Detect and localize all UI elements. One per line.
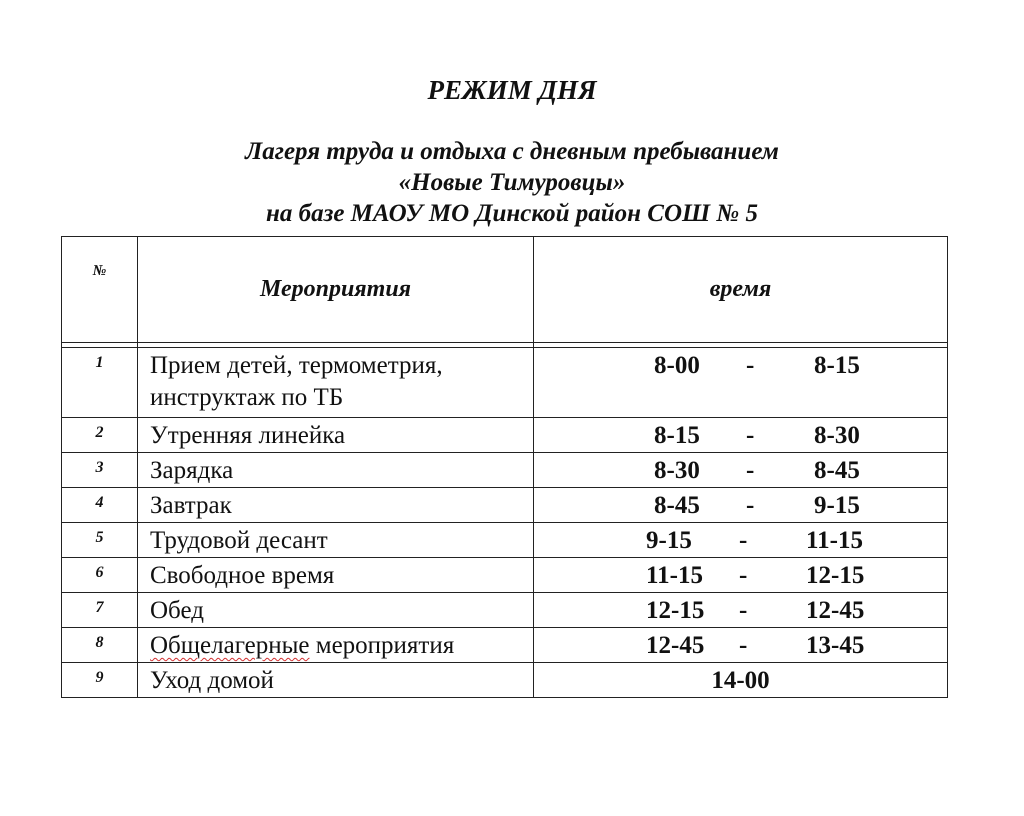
row-number: 8	[62, 628, 138, 663]
row-time-end: 12-45	[806, 597, 865, 624]
table-row	[62, 348, 948, 418]
row-activity: Трудовой десант	[138, 523, 534, 558]
row-activity: Свободное время	[138, 558, 534, 593]
row-activity-line: Прием детей, термометрия,	[150, 352, 443, 379]
row-time	[534, 453, 948, 488]
table-row	[62, 418, 948, 453]
row-activity: Зарядка	[138, 453, 534, 488]
row-activity	[138, 348, 534, 418]
row-time-dash: -	[739, 597, 748, 624]
row-activity	[138, 628, 534, 663]
table-row	[62, 488, 948, 523]
row-time-end: 13-45	[806, 632, 865, 659]
column-header-activity: Мероприятия	[138, 237, 534, 343]
row-time-end: 12-15	[806, 562, 865, 589]
row-time-end: 9-15	[814, 492, 860, 519]
row-activity: Обед	[138, 593, 534, 628]
row-activity-line: инструктаж по ТБ	[150, 384, 344, 411]
row-number: 6	[62, 558, 138, 593]
column-header-number: №	[62, 237, 138, 343]
row-time	[534, 488, 948, 523]
subtitle-line-3: на базе МАОУ МО Динской район СОШ № 5	[265, 200, 759, 227]
row-time-start: 8-30	[654, 457, 700, 484]
row-time-dash: -	[746, 457, 755, 484]
row-time	[534, 558, 948, 593]
row-time-end: 8-15	[814, 352, 860, 379]
row-time-start: 8-15	[654, 422, 700, 449]
row-time-dash: -	[739, 527, 748, 554]
table-row	[62, 558, 948, 593]
row-time	[534, 628, 948, 663]
row-time-dash: -	[746, 492, 755, 519]
row-activity: Утренняя линейка	[138, 418, 534, 453]
row-time-dash: -	[746, 352, 755, 379]
row-time-start: 8-45	[654, 492, 700, 519]
column-header-time: время	[534, 237, 948, 343]
row-number: 5	[62, 523, 138, 558]
row-time-start: 8-00	[654, 352, 700, 379]
row-number: 1	[62, 348, 138, 418]
row-number: 3	[62, 453, 138, 488]
row-time-start: 9-15	[646, 527, 692, 554]
row-activity: Уход домой	[138, 663, 534, 698]
subtitle	[0, 136, 1024, 229]
table-row	[62, 593, 948, 628]
schedule-table	[61, 236, 948, 698]
row-number: 9	[62, 663, 138, 698]
table-header-row	[62, 237, 948, 343]
row-activity-word-misspelled: Общелагерные	[150, 632, 310, 659]
table-row	[62, 523, 948, 558]
row-time-dash: -	[739, 562, 748, 589]
row-time	[534, 523, 948, 558]
row-time-start: 12-45	[646, 632, 705, 659]
row-time-start: 12-15	[646, 597, 705, 624]
row-activity: Завтрак	[138, 488, 534, 523]
row-time-dash: -	[739, 632, 748, 659]
row-time-end: 8-45	[814, 457, 860, 484]
row-time-dash: -	[746, 422, 755, 449]
row-activity-word: мероприятия	[309, 632, 455, 659]
table-row	[62, 453, 948, 488]
subtitle-line-2: «Новые Тимуровцы»	[398, 169, 626, 196]
row-time	[534, 593, 948, 628]
row-number: 7	[62, 593, 138, 628]
subtitle-line-1: Лагеря труда и отдыха с дневным пребыванием	[245, 138, 779, 165]
row-number: 4	[62, 488, 138, 523]
row-time	[534, 418, 948, 453]
row-time-start: 11-15	[646, 562, 703, 589]
table-row	[62, 628, 948, 663]
row-time-single: 14-00	[711, 667, 770, 694]
row-time	[534, 348, 948, 418]
row-number: 2	[62, 418, 138, 453]
row-time-end: 11-15	[806, 527, 863, 554]
row-time-end: 8-30	[814, 422, 860, 449]
row-time	[534, 663, 948, 698]
table-row	[62, 663, 948, 698]
page-title: РЕЖИМ ДНЯ	[427, 75, 597, 105]
